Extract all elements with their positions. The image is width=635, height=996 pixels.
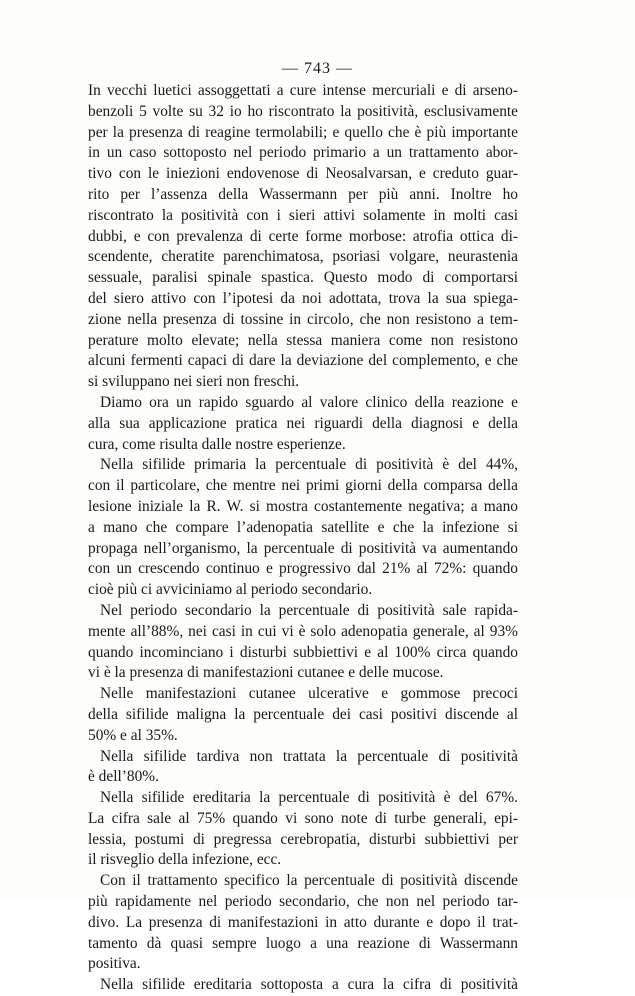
text-line: è dell’80%.: [88, 768, 159, 786]
text-line: mente all’88%, nei casi in cui vi è solo adenopatia generale, al 93%: [88, 622, 518, 640]
text-line: tamento dà quasi sempre luogo a una reazione di Wassermann: [88, 934, 518, 952]
text-line: lesione iniziale la R. W. si mostra costantemente negativa; a mano: [88, 497, 518, 515]
text-line: con il particolare, che mentre nei primi giorni della comparsa della: [88, 477, 518, 495]
text-line: zione nella presenza di tossine in circolo, che non resistono a tem-: [88, 310, 518, 328]
text-line: quando incominciano i disturbi subbiettivi e al 100% circa quando: [88, 643, 518, 661]
text-line: cioè più ci avviciniamo al periodo secondario.: [88, 581, 373, 599]
text-line: in un caso sottoposto nel periodo primario a un trattamento abor-: [88, 144, 518, 162]
text-line: alcuni fermenti capaci di dare la deviazione del complemento, e che: [88, 352, 518, 370]
text-line: tivo con le iniezioni endovenose di Neosalvarsan, e creduto guar-: [88, 165, 518, 183]
text-line: della sifilide maligna la percentuale dei casi positivi discende al: [88, 705, 518, 723]
text-line: si sviluppano nei sieri non freschi.: [88, 373, 300, 391]
text-line: dubbi, e con prevalenza di certe forme morbose: atrofia ottica di-: [88, 227, 518, 245]
text-line: La cifra sale al 75% quando vi sono note di turbe generali, epi-: [88, 809, 518, 827]
text-line: vi è la presenza di manifestazioni cutanee e delle mucose.: [88, 664, 444, 682]
text-line: Nella sifilide primaria la percentuale di positività è del 44%,: [100, 456, 518, 474]
text-line: più rapidamente nel periodo secondario, che non nel periodo tar-: [88, 893, 518, 911]
text-line: lessia, postumi di pregressa cerebropatia, disturbi subbiettivi per: [88, 830, 518, 848]
text-line: del siero attivo con l’ipotesi da noi adottata, trova la sua spiega-: [88, 289, 518, 307]
text-line: Nella sifilide ereditaria sottoposta a cura la cifra di positività: [100, 976, 518, 994]
text-line: Nelle manifestazioni cutanee ulcerative e gommose precoci: [100, 685, 518, 703]
page-number: — 743 —: [282, 60, 353, 77]
text-line: Con il trattamento specifico la percentuale di positività discende: [100, 872, 518, 890]
text-line: a mano che compare l’adenopatia satellite e che la infezione si: [88, 518, 518, 536]
text-line: propaga nell’organismo, la percentuale di positività va aumentando: [88, 539, 518, 557]
text-line: cura, come risulta dalle nostre esperienze.: [88, 435, 346, 453]
text-line: perature molto elevate; nella stessa maniera come non resistono: [88, 331, 518, 349]
text-line: Diamo ora un rapido sguardo al valore clinico della reazione e: [100, 393, 518, 411]
text-line: per la presenza di reagine termolabili; e quello che è più importante: [88, 123, 518, 141]
body-text: [88, 81, 518, 996]
text-line: divo. La presenza di manifestazioni in atto durante e dopo il trat-: [88, 913, 518, 931]
text-line: il risveglio della infezione, ecc.: [88, 851, 282, 869]
text-line: benzoli 5 volte su 32 io ho riscontrato la positività, esclusivamente: [88, 102, 518, 120]
text-line: riscontrato la positività con i sieri attivi solamente in molti casi: [88, 206, 518, 224]
text-line: 50% e al 35%.: [88, 726, 178, 744]
text-line: Nel periodo secondario la percentuale di positività sale rapida-: [100, 601, 518, 619]
text-line: con un crescendo continuo e progressivo dal 21% al 72%: quando: [88, 560, 518, 578]
text-line: positiva.: [88, 955, 141, 973]
text-line: Nella sifilide ereditaria la percentuale di positività è del 67%.: [100, 789, 518, 807]
text-line: alla sua applicazione pratica nei riguardi della diagnosi e della: [88, 414, 518, 432]
text-line: rito per l’assenza della Wassermann per più anni. Inoltre ho: [88, 185, 518, 203]
text-line: sessuale, paralisi spinale spastica. Questo modo di comportarsi: [88, 269, 518, 287]
text-line: scendente, cheratite parenchimatosa, psoriasi volgare, neurastenia: [88, 248, 518, 266]
text-line: Nella sifilide tardiva non trattata la percentuale di positività: [100, 747, 518, 765]
text-line: In vecchi luetici assoggettati a cure intense mercuriali e di arseno-: [88, 82, 518, 99]
